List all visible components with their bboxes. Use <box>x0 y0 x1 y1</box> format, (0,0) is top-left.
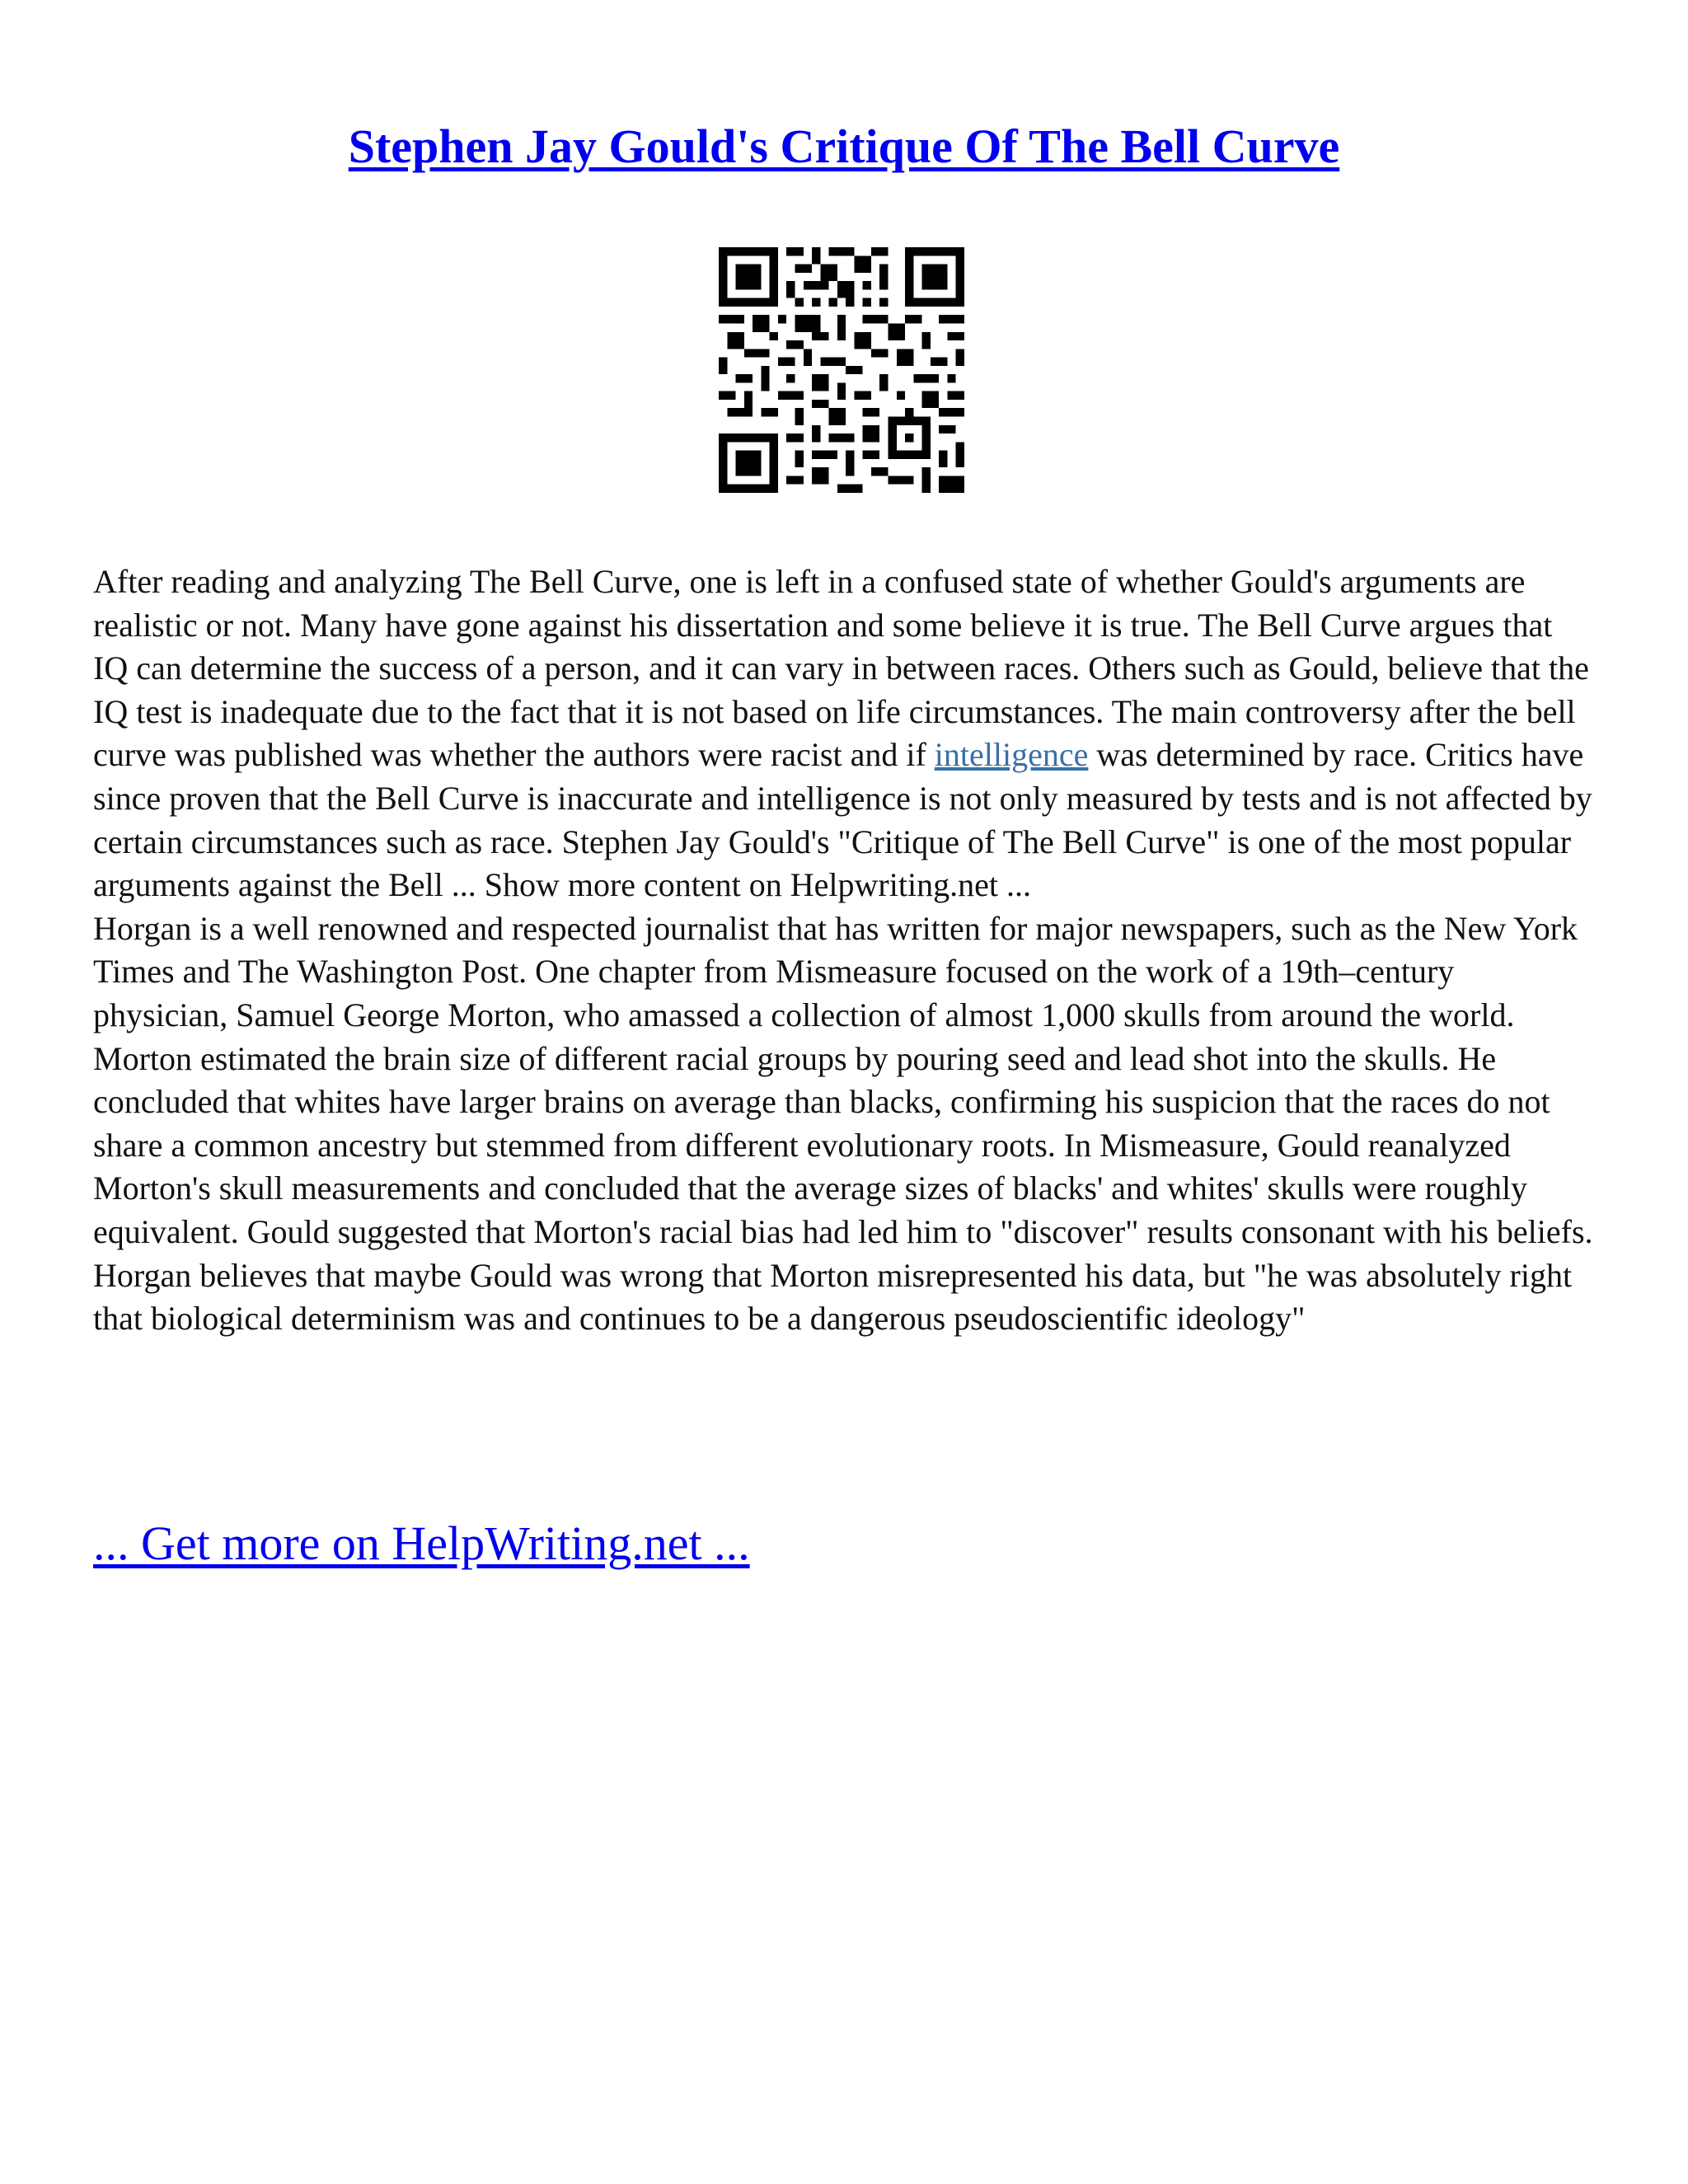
paragraph-1 <box>93 560 1595 907</box>
paragraph-1-text-start: After reading and analyzing The Bell Curve, one is left in a confused state of whether Gould's arguments are realistic or not. Many have gone against his dissertation and some believe it is true. The Bell Curve argues that IQ can determine the success of a person, and it can vary in between races. Others such as Gould, believe that the IQ test is inadequate due to the fact that it is not based on life circumstances. The main controversy after the bell curve was published was whether the authors were racist and if <box>93 563 1589 774</box>
paragraph-2: Horgan is a well renowned and respected journalist that has written for major newspapers, such as the New York Times and The Washington Post. One chapter from Mismeasure focused on the work of a 19th–century physician, Samuel George Morton, who amassed a collection of almost 1,000 skulls from around the world. Morton estimated the brain size of different racial groups by pouring seed and lead shot into the skulls. He concluded that whites have larger brains on average than blacks, confirming his suspicion that the races do not share a common ancestry but stemmed from different evolutionary roots. In Mismeasure, Gould reanalyzed Morton's skull measurements and concluded that the average sizes of blacks' and whites' skulls were roughly equivalent. Gould suggested that Morton's racial bias had led him to "discover" results consonant with his beliefs. Horgan believes that maybe Gould was wrong that Morton misrepresented his data, but "he was absolutely right that biological determinism was and continues to be a dangerous pseudoscientific ideology" <box>93 909 1593 1338</box>
get-more-link[interactable]: ... Get more on HelpWriting.net ... <box>93 1516 750 1570</box>
title-link[interactable]: Stephen Jay Gould's Critique Of The Bell Curve <box>348 120 1340 173</box>
intelligence-link[interactable]: intelligence <box>934 736 1089 774</box>
article-body <box>93 560 1595 1341</box>
paragraph-1-text-end: was determined by race. Critics have since proven that the Bell Curve is inaccurate and intelligence is not only measured by tests and is not affected by certain circumstances such as race. Stephen Jay Gould's "Critique of The Bell Curve" is one of the most popular arguments against the Bell ... Show more content on Helpwriting.net ... <box>93 736 1592 904</box>
qr-code-icon <box>719 247 964 493</box>
get-more-section <box>93 1515 750 1572</box>
page-title <box>0 114 1688 180</box>
